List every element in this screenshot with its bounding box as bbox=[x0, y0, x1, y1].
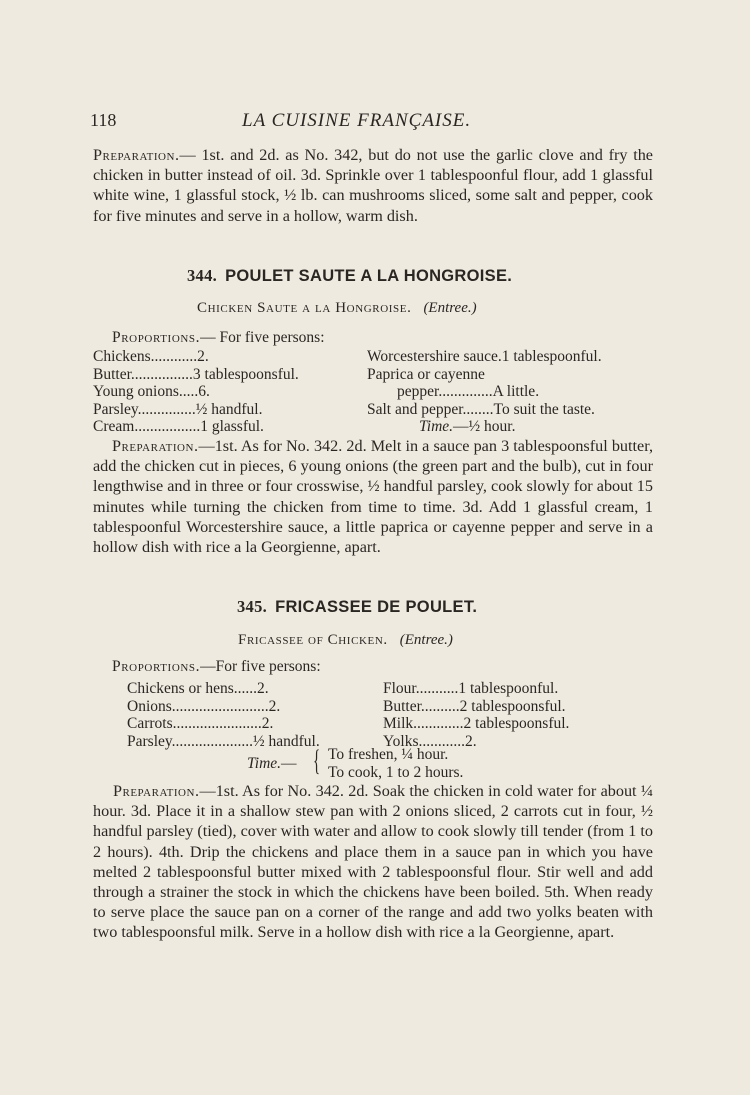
time-lines bbox=[328, 746, 463, 781]
ingredient-line: Onions.........................2. bbox=[127, 697, 281, 715]
prep-text: —1st. As for No. 342. 2d. Soak the chicken in cold water for about ¼ hour. 3d. Place it in a shallow stew pan with 2 onions sliced, 2 carrots cut in four, ½ handful parsley (tied), cover with water and allow to cook slowly till tender (from 1 to 2 hours). 4th. Drip the chickens and place them in a sauce pan in which you have melted 2 tablespoonsful butter mixed with 2 tablespoonsful flour. Stir well and add through a strainer the stock in which the chickens have been boiled. 5th. When ready to serve place the sauce pan on a corner of the range and add two yolks beaten with two tablespoonsful milk. Serve in a hollow dish with rice a la Georgienne, apart. bbox=[93, 782, 653, 942]
prep-text: — 1st. and 2d. as No. 342, but do not use the garlic clove and fry the chicken in butter instead of oil. 3d. Sprinkle over 1 tablespoonful flour, add 1 glassful white wine, 1 glassful stock, ½ lb. can mushrooms sliced, some salt and pepper, cook for five minutes and serve in a hollow, warm dish. bbox=[93, 146, 653, 225]
ingredient-line: Yolks............2. bbox=[383, 732, 477, 750]
ingredient-line: Salt and pepper........To suit the taste. bbox=[367, 400, 595, 418]
english-title: Chicken Saute a la Hongroise. bbox=[197, 300, 412, 316]
proportions-heading: Proportions.—For five persons: bbox=[112, 658, 321, 675]
recipe-number: 345. bbox=[237, 597, 268, 616]
recipe-345-subtitle bbox=[238, 632, 453, 649]
ingredient-line: Parsley...............½ handful. bbox=[93, 400, 263, 418]
ingredients-left bbox=[93, 348, 299, 436]
time-label: Time. bbox=[247, 755, 282, 772]
brace-icon: { bbox=[313, 744, 321, 777]
ingredient-line: pepper..............A little. bbox=[397, 383, 540, 401]
prev-preparation bbox=[93, 145, 653, 226]
recipe-name: POULET SAUTE A LA HONGROISE. bbox=[225, 267, 513, 285]
ingredients-right bbox=[383, 680, 569, 750]
ingredient-line: Carrots.......................2. bbox=[127, 715, 274, 733]
recipe-344-title bbox=[187, 266, 512, 286]
english-title: Fricassee of Chicken. bbox=[238, 632, 388, 648]
recipe-345-preparation bbox=[93, 781, 653, 943]
page-number: 118 bbox=[90, 110, 117, 130]
prep-label: Preparation. bbox=[112, 437, 199, 455]
ingredient-line: Butter................3 tablespoonsful. bbox=[93, 365, 299, 383]
course-type: (Entree.) bbox=[423, 300, 477, 316]
ingredient-line: Butter..........2 tablespoonsful. bbox=[383, 697, 566, 715]
page-header bbox=[90, 110, 650, 134]
ingredient-line: Chickens or hens......2. bbox=[127, 680, 269, 697]
recipe-345-title bbox=[237, 597, 477, 617]
running-title: LA CUISINE FRANÇAISE. bbox=[242, 110, 472, 131]
prep-label: Preparation. bbox=[113, 782, 200, 800]
time-line bbox=[367, 418, 602, 436]
ingredient-line: Cream.................1 glassful. bbox=[93, 418, 264, 436]
prep-text: —1st. As for No. 342. 2d. Melt in a sauce pan 3 tablespoonsful butter, add the chicken cut in pieces, 6 young onions (the green part and the bulb), cut in four lengthwise and in three or four crosswise, ½ handful parsley, cook slowly for about 15 minutes while turning the chicken from time to time. 3d. Add 1 glassful cream, 1 tablespoonful Worcestershire sauce, a little paprica or cayenne pepper and serve in a hollow dish with rice a la Georgienne, apart. bbox=[93, 437, 653, 557]
ingredients-right bbox=[367, 348, 602, 436]
ingredient-line: Milk.............2 tablespoonsful. bbox=[383, 715, 570, 733]
ingredients-left bbox=[127, 680, 320, 750]
time-dash: — bbox=[281, 755, 297, 772]
ingredient-line: Parsley.....................½ handful. bbox=[127, 732, 320, 750]
course-type: (Entree.) bbox=[399, 632, 453, 648]
time-line: To cook, 1 to 2 hours. bbox=[328, 763, 464, 781]
recipe-344-preparation bbox=[93, 436, 653, 557]
time-line: To freshen, ¼ hour. bbox=[328, 746, 449, 763]
ingredient-line: Worcestershire sauce.1 tablespoonful. bbox=[367, 348, 602, 365]
time-value: —½ hour. bbox=[453, 418, 516, 436]
recipe-number: 344. bbox=[187, 266, 218, 285]
ingredient-line: Flour...........1 tablespoonful. bbox=[383, 680, 559, 697]
time-label: Time. bbox=[419, 418, 454, 436]
ingredient-line: Young onions.....6. bbox=[93, 383, 210, 401]
ingredient-line: Chickens............2. bbox=[93, 348, 209, 365]
proportions-heading: Proportions.— For five persons: bbox=[112, 329, 325, 346]
recipe-344-subtitle bbox=[197, 300, 477, 317]
recipe-name: FRICASSEE DE POULET. bbox=[275, 598, 478, 616]
prep-label: Preparation. bbox=[93, 146, 180, 164]
ingredient-line: Paprica or cayenne bbox=[367, 365, 485, 383]
